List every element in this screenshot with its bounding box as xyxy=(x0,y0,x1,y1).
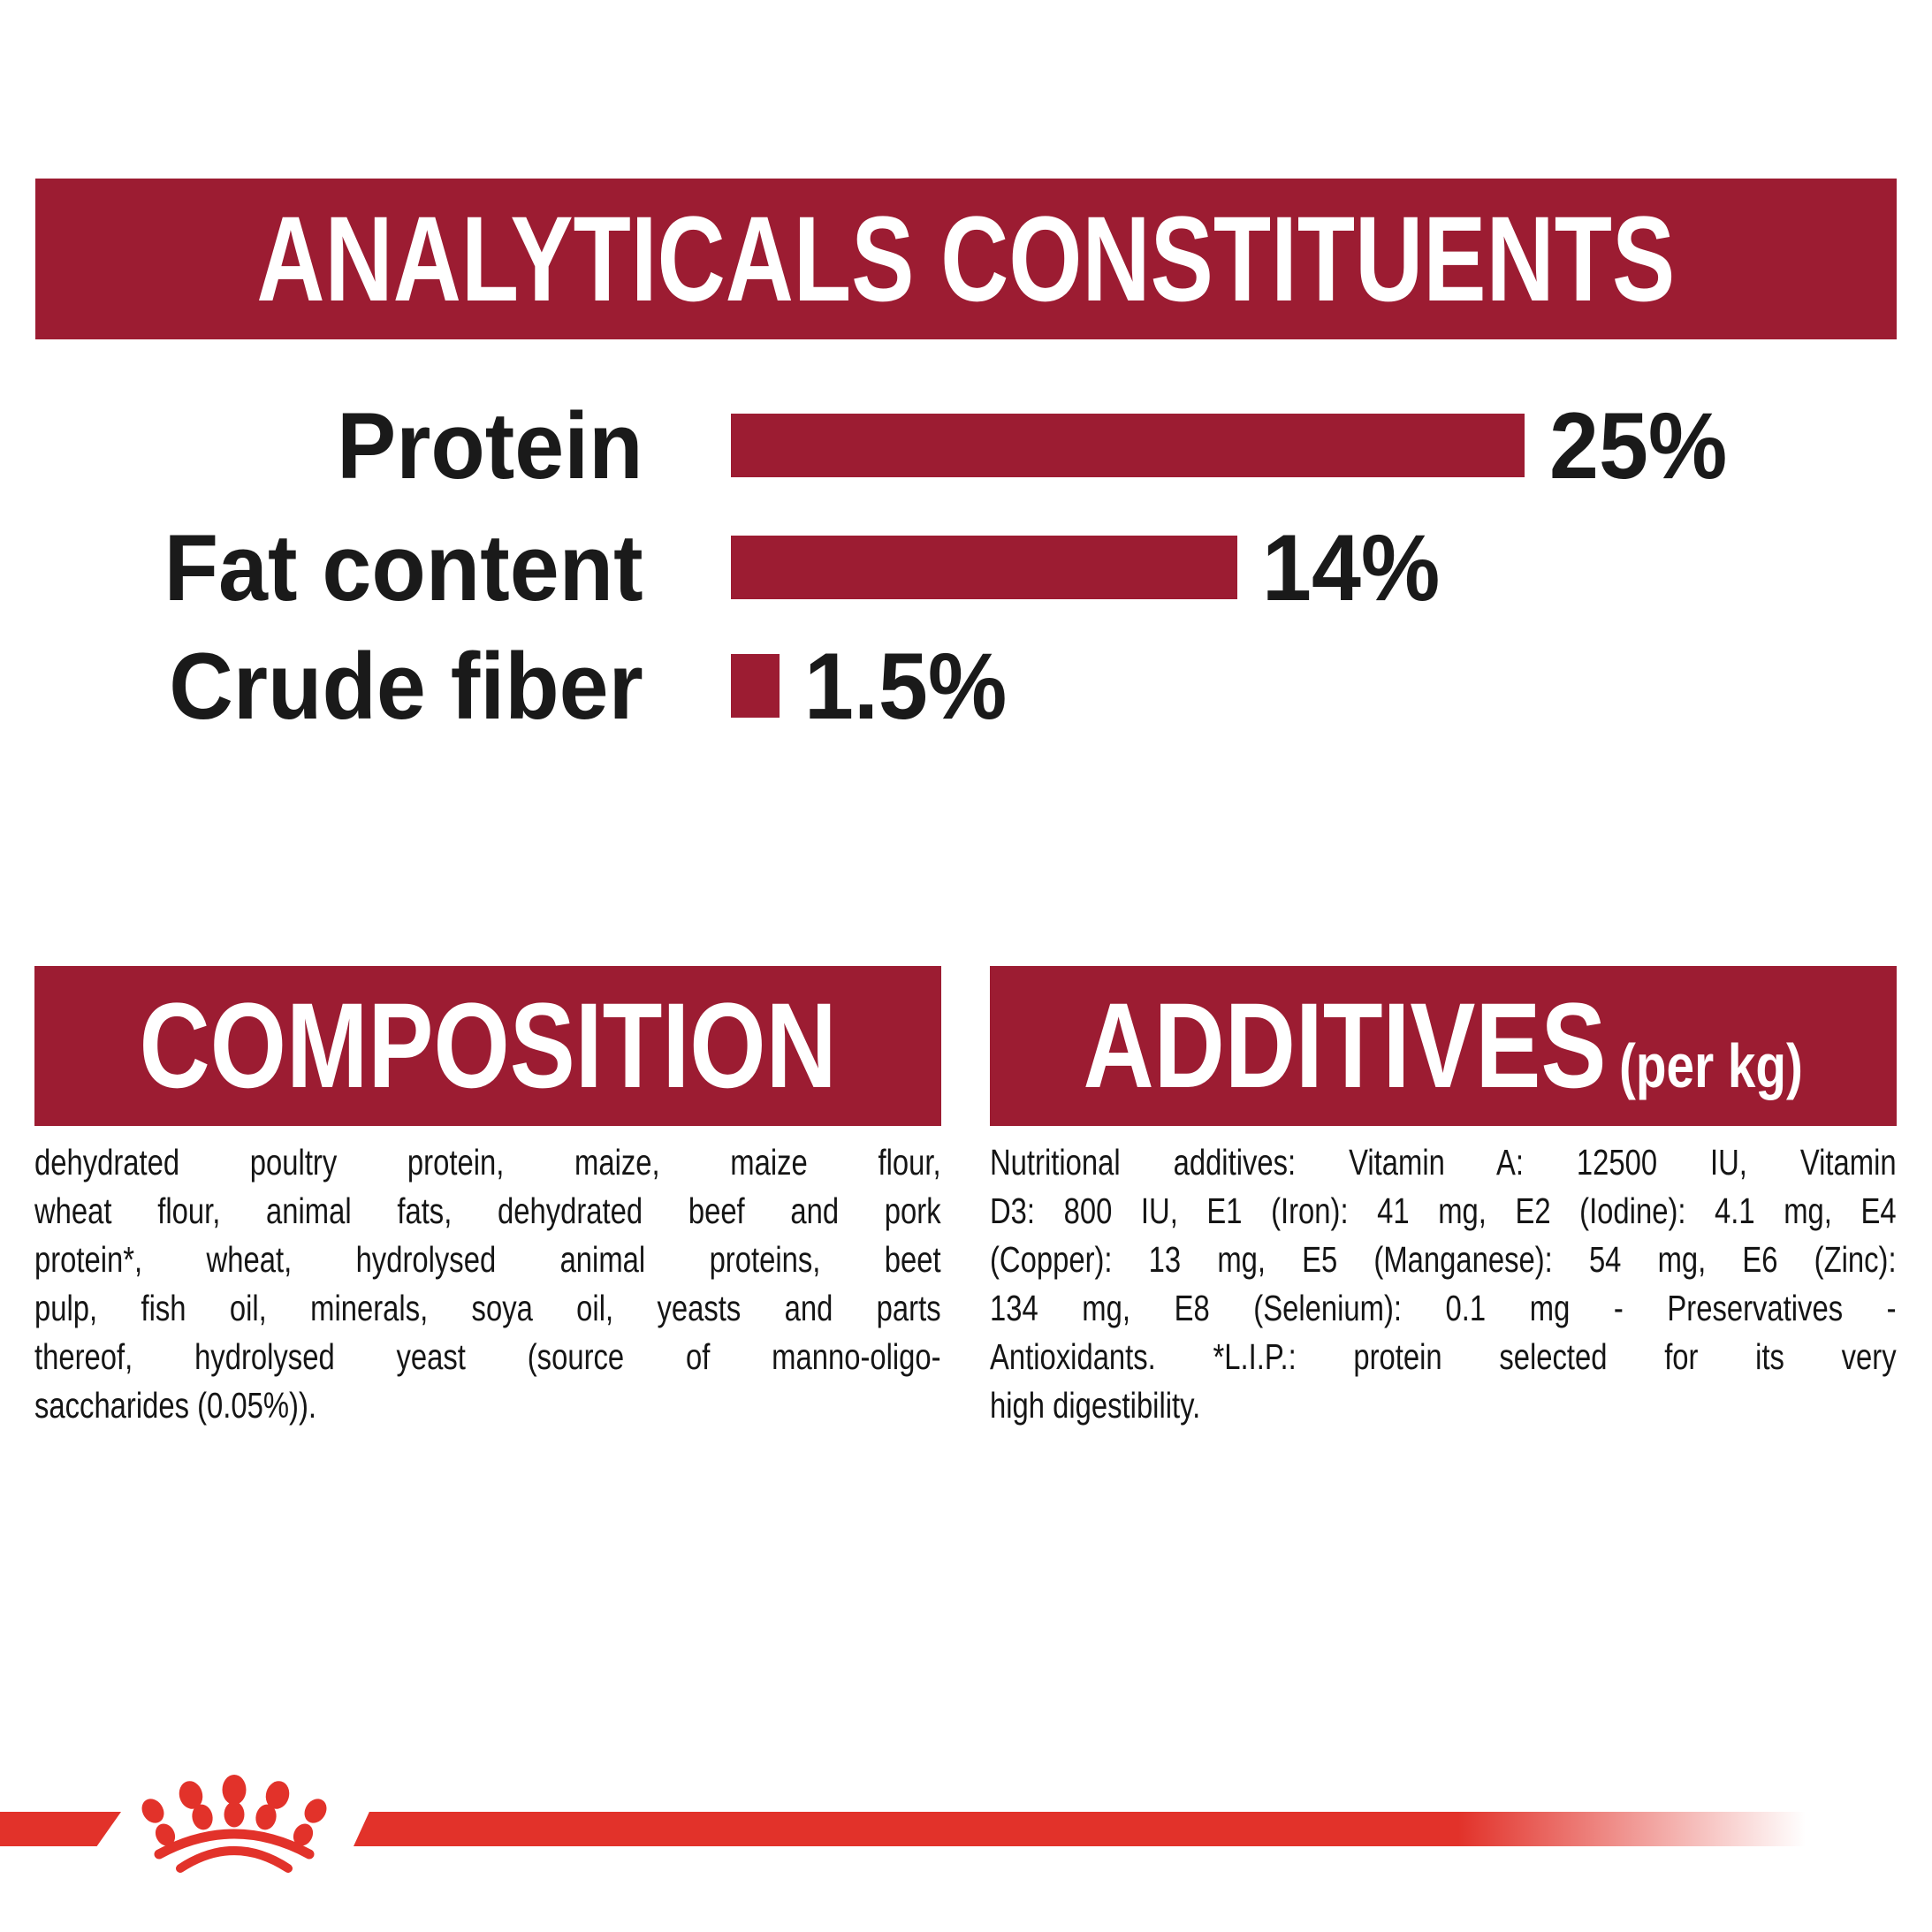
additives-line: 134 mg, E8 (Selenium): 0.1 mg - Preservatives - xyxy=(990,1288,1897,1328)
chart-value-protein: 25% xyxy=(1549,392,1728,498)
chart-bar-fat-content xyxy=(731,536,1237,599)
additives-line: high digestibility. xyxy=(990,1385,1201,1426)
analyticals-banner xyxy=(35,179,1897,339)
additives-body xyxy=(990,1138,1932,1430)
additives-title-suffix: (per kg) xyxy=(1619,1031,1804,1100)
chart-bar-protein xyxy=(731,414,1525,477)
analyticals-title: ANALYTICALS CONSTITUENTS xyxy=(256,191,1676,327)
chart-label-fat-content: Fat content xyxy=(164,514,643,620)
additives-title: ADDITIVES (per kg) xyxy=(1083,978,1804,1114)
additives-line: Nutritional additives: Vitamin A: 12500 IU, Vitamin xyxy=(990,1142,1897,1183)
additives-line: D3: 800 IU, E1 (Iron): 41 mg, E2 (Iodine): 4.1 mg, E4 xyxy=(990,1190,1897,1231)
chart-label-crude-fiber: Crude fiber xyxy=(169,633,643,739)
composition-line: pulp, fish oil, minerals, soya oil, yeasts and parts xyxy=(34,1288,941,1328)
royal-canin-crown-logo xyxy=(134,1775,341,1876)
composition-line: dehydrated poultry protein, maize, maize flour, xyxy=(34,1142,941,1183)
chart-row-fat-content xyxy=(35,514,1451,620)
composition-line: saccharides (0.05%)). xyxy=(34,1385,317,1426)
composition-line: wheat flour, animal fats, dehydrated beef and pork xyxy=(34,1190,941,1231)
additives-line: Antioxidants. *L.I.P.: protein selected for its very xyxy=(990,1336,1897,1377)
chart-value-crude-fiber: 1.5% xyxy=(804,633,1008,739)
chart-label-protein: Protein xyxy=(337,392,643,498)
additives-line: (Copper): 13 mg, E5 (Manganese): 54 mg, E6 (Zinc): xyxy=(990,1239,1897,1280)
chart-value-fat-content: 14% xyxy=(1262,514,1441,620)
chart-bar-crude-fiber xyxy=(731,654,780,718)
chart-row-crude-fiber xyxy=(35,633,1020,739)
chart-row-protein xyxy=(35,392,1738,498)
composition-line: thereof, hydrolysed yeast (source of manno-oligo- xyxy=(34,1336,941,1377)
footer-rule-right-fading xyxy=(354,1812,1932,1846)
composition-line: protein*, wheat, hydrolysed animal proteins, beet xyxy=(34,1239,941,1280)
footer-rule-left xyxy=(0,1812,121,1846)
additives-banner xyxy=(990,966,1897,1126)
composition-banner xyxy=(34,966,941,1126)
composition-title: COMPOSITION xyxy=(139,978,837,1114)
